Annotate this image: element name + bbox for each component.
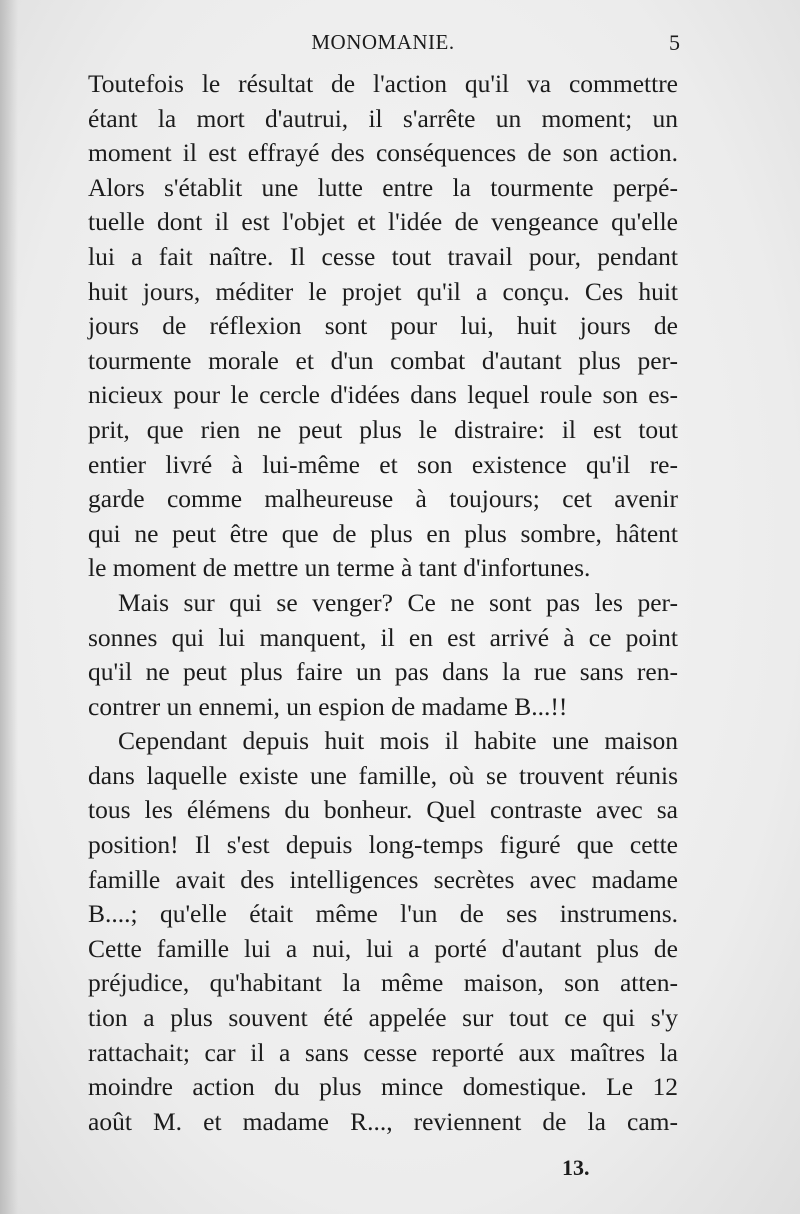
text-line: lui a fait naître. Il cesse tout travail pour, pendant — [88, 241, 678, 271]
text-line: tuelle dont il est l'objet et l'idée de vengeance qu'elle — [88, 207, 678, 237]
text-line: tous les élémens du bonheur. Quel contraste avec sa — [88, 795, 678, 825]
text-line: Toutefois le résultat de l'action qu'il va commettre — [88, 69, 678, 98]
text-line: prit, que rien ne peut plus le distraire: il est tout — [88, 414, 678, 444]
text-line: moindre action du plus mince domestique. Le 12 — [88, 1072, 678, 1102]
text-line: huit jours, méditer le projet qu'il a conçu. Ces huit — [88, 276, 678, 306]
text-line: famille avait des intelligences secrètes avec madame — [88, 864, 678, 894]
spine-shadow — [0, 0, 18, 1214]
text-line: rattachait; car il a sans cesse reporté aux maîtres la — [88, 1037, 678, 1067]
text-line: Cependant depuis huit mois il habite une maison — [118, 726, 678, 756]
text-line: Alors s'établit une lutte entre la tourmente perpé- — [88, 172, 678, 202]
text-line: étant la mort d'autrui, il s'arrête un moment; un — [88, 103, 678, 133]
text-line: préjudice, qu'habitant la même maison, son atten- — [88, 968, 678, 998]
running-title: MONOMANIE. — [311, 30, 455, 54]
text-line: nicieux pour le cercle d'idées dans lequel roule son es- — [88, 380, 678, 410]
text-line: Cette famille lui a nui, lui a porté d'autant plus de — [88, 933, 678, 963]
text-line: qui ne peut être que de plus en plus sombre, hâtent — [88, 518, 678, 548]
text-line: B....; qu'elle était même l'un de ses instrumens. — [88, 899, 678, 929]
text-line: le moment de mettre un terme à tant d'infortunes. — [88, 553, 591, 583]
body-text — [88, 67, 678, 1139]
text-line: jours de réflexion sont pour lui, huit jours de — [88, 311, 678, 341]
text-line: tion a plus souvent été appelée sur tout ce qui s'y — [88, 1003, 678, 1033]
text-line: Mais sur qui se venger? Ce ne sont pas les per- — [118, 587, 678, 617]
text-line: dans laquelle existe une famille, où se trouvent réunis — [88, 760, 678, 790]
text-line: août M. et madame R..., reviennent de la cam- — [88, 1106, 678, 1136]
text-line: sonnes qui lui manquent, il en est arrivé à ce point — [88, 622, 678, 652]
page-number: 5 — [669, 30, 680, 55]
signature-mark: 13. — [562, 1155, 590, 1180]
text-line: moment il est effrayé des conséquences de son action. — [88, 138, 678, 168]
page-header — [88, 30, 678, 60]
text-line: garde comme malheureuse à toujours; cet avenir — [88, 484, 678, 514]
text-line: position! Il s'est depuis long-temps figuré que cette — [88, 830, 678, 860]
text-line: tourmente morale et d'un combat d'autant plus per- — [88, 345, 678, 375]
text-line: entier livré à lui-même et son existence qu'il re- — [88, 449, 678, 479]
text-line: contrer un ennemi, un espion de madame B...!! — [88, 691, 568, 721]
text-line: qu'il ne peut plus faire un pas dans la rue sans ren- — [88, 657, 678, 687]
